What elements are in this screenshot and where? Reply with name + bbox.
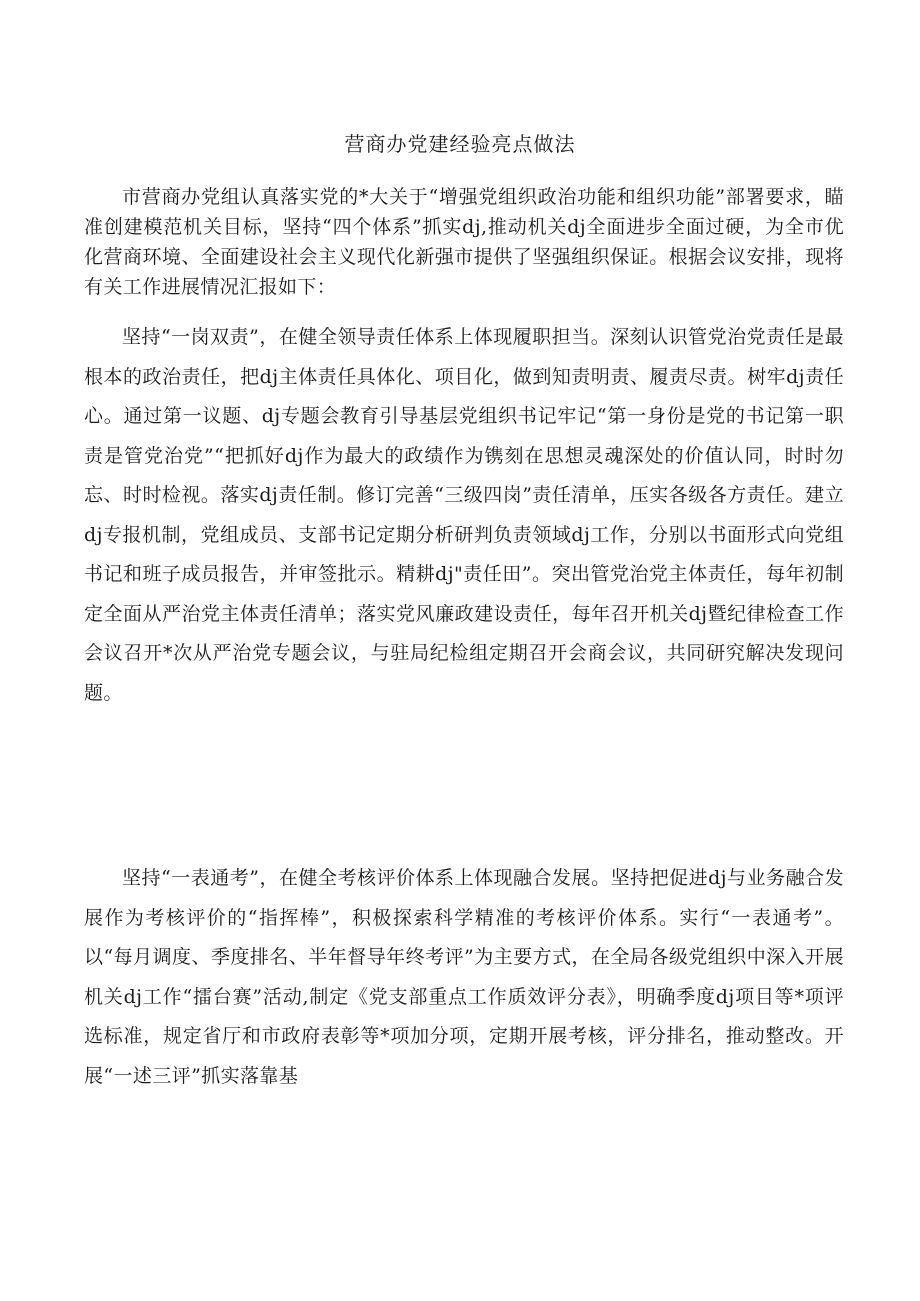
paragraph-responsibility-system: 坚持“一岗双责”，在健全领导责任体系上体现履职担当。深刻认识管党治党责任是最根本的政治责任，把dj主体责任具体化、项目化，做到知责明责、履责尽责。树牢dj责任心。通过第一议题、dj专题会教育引导基层党组织书记牢记“第一身份是党的书记第一职责是管党治党”“把抓好dj作为最大的政绩作为镌刻在思想灵魂深处的价值认同，时时勿忘、时时检视。落实dj责任制。修订完善“三级四岗”责任清单，压实各级各方责任。建立dj专报机制，党组成员、支部书记定期分析研判负责领域dj工作，分别以书面形式向党组书记和班子成员报告，并审签批示。精耕dj"责任田”。突出管党治党主体责任，每年初制定全面从严治党主体责任清单；落实党风廉政建设责任，每年召开机关dj暨纪律检查工作会议召开*次从严治党专题会议，与驻局纪检组定期召开会商会议，共同研究解决发现问题。 <box>84 326 844 704</box>
document-title: 营商办党建经验亮点做法 <box>344 132 576 156</box>
paragraph-intro: 市营商办党组认真落实党的*大关于“增强党组织政治功能和组织功能”部署要求，瞄准创建模范机关目标，坚持“四个体系”抓实dj,推动机关dj全面进步全面过硬，为全市优化营商环境、全面建设社会主义现代化新强市提供了坚强组织保证。根据会议安排，现将有关工作进展情况汇报如下： <box>84 186 844 298</box>
paragraph-evaluation-system: 坚持“一表通考”，在健全考核评价体系上体现融合发展。坚持把促进dj与业务融合发展作为考核评价的“指挥棒”，积极探索科学精准的考核评价体系。实行“一表通考”。以“每月调度、季度排名、半年督导年终考评”为主要方式，在全局各级党组织中深入开展机关dj工作“擂台赛”活动,制定《党支部重点工作质效评分表》，明确季度dj项目等*项评选标准，规定省厅和市政府表彰等*项加分项，定期开展考核，评分排名，推动整改。开展“一述三评”抓实落靠基 <box>84 867 844 1087</box>
